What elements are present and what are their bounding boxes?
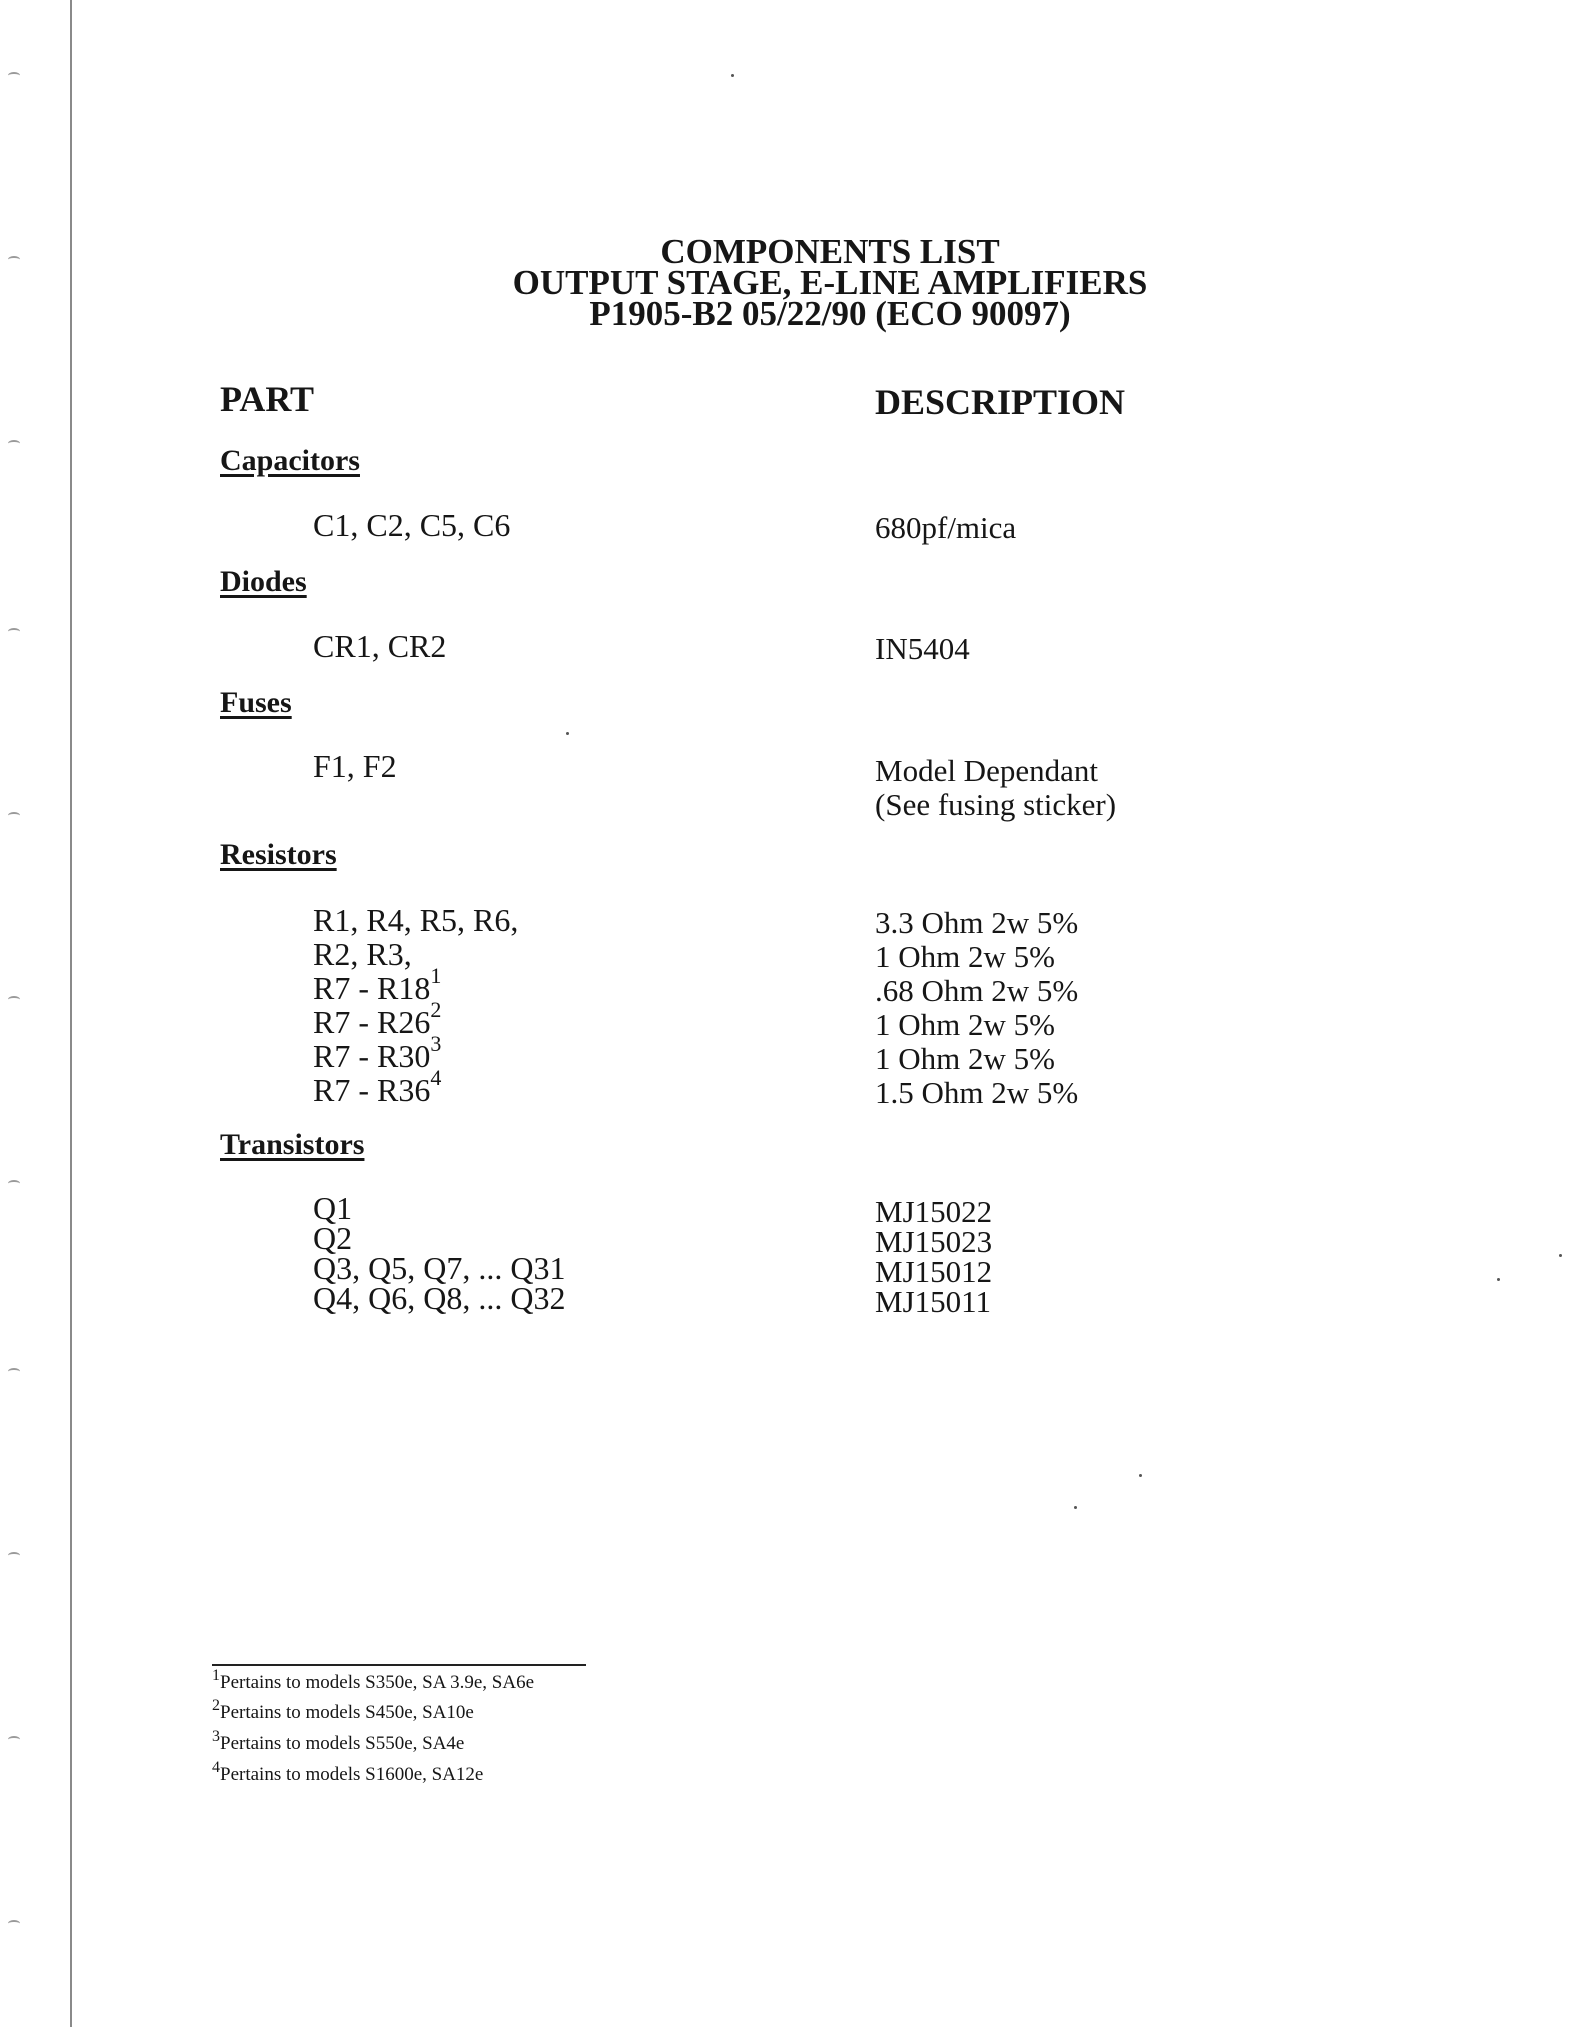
punch-mark — [8, 1920, 20, 1927]
footnote-divider — [212, 1664, 586, 1666]
footnote-text: Pertains to models S450e, SA10e — [220, 1702, 474, 1723]
title-line-3: P1905-B2 05/22/90 (ECO 90097) — [589, 294, 1071, 333]
description-line: Model Dependant — [875, 753, 1098, 788]
footnote-text: Pertains to models S550e, SA4e — [220, 1733, 465, 1754]
punch-mark — [8, 72, 20, 79]
footnote — [212, 1728, 465, 1755]
title-line-2: OUTPUT STAGE, E-LINE AMPLIFIERS — [512, 263, 1148, 302]
description-entry: MJ15023 — [875, 1224, 993, 1259]
part-entry: Q3, Q5, Q7, ... Q31 — [313, 1250, 566, 1286]
scan-speck — [1559, 1254, 1562, 1257]
part-entry — [313, 903, 518, 937]
part-text: R7 - R18 — [313, 970, 431, 1006]
description-entry: .68 Ohm 2w 5% — [875, 973, 1079, 1008]
part-column-header: PART — [220, 379, 315, 419]
section-heading-fuses: Fuses — [220, 686, 292, 719]
punch-mark — [8, 628, 20, 635]
punch-mark — [8, 256, 20, 263]
footnote-marker: 2 — [430, 997, 442, 1023]
scan-speck — [731, 74, 734, 77]
description-column-header: DESCRIPTION — [875, 382, 1126, 422]
part-text: R2, R3, — [313, 936, 412, 972]
description-entry: IN5404 — [875, 631, 970, 666]
part-entry — [313, 963, 518, 1006]
part-entry: F1, F2 — [313, 748, 397, 784]
part-text: R7 - R36 — [313, 1072, 431, 1108]
punch-mark — [8, 996, 20, 1003]
punch-mark — [8, 1368, 20, 1375]
punch-mark — [8, 1552, 20, 1559]
description-entry: 1 Ohm 2w 5% — [875, 1007, 1055, 1042]
punch-mark — [8, 440, 20, 447]
description-entry: 3.3 Ohm 2w 5% — [875, 905, 1079, 940]
part-entry — [313, 1031, 518, 1074]
footnote-marker: 4 — [430, 1065, 442, 1091]
part-entry: CR1, CR2 — [313, 628, 447, 664]
scan-speck — [1074, 1506, 1077, 1509]
footnote-number: 2 — [212, 1697, 220, 1714]
section-heading-transistors: Transistors — [220, 1128, 365, 1161]
footnote-marker: 3 — [430, 1031, 442, 1057]
footnote-number: 1 — [212, 1667, 220, 1684]
footnote — [212, 1759, 484, 1786]
scan-speck — [1139, 1474, 1142, 1477]
scan-speck — [566, 732, 569, 735]
part-text: R1, R4, R5, R6, — [313, 902, 519, 938]
section-heading-capacitors: Capacitors — [220, 444, 360, 477]
section-heading-resistors: Resistors — [220, 838, 337, 871]
resistor-description-list — [875, 906, 1078, 1110]
part-entry — [313, 997, 518, 1040]
transistor-description-list — [875, 1194, 993, 1319]
description-line: (See fusing sticker) — [875, 787, 1117, 822]
title-line-1: COMPONENTS LIST — [660, 232, 1000, 271]
description-entry: MJ15022 — [875, 1194, 993, 1229]
scan-speck — [1497, 1278, 1500, 1281]
punch-mark — [8, 1180, 20, 1187]
punch-mark — [8, 812, 20, 819]
footnote — [212, 1667, 535, 1694]
footnote-text: Pertains to models S1600e, SA12e — [220, 1764, 484, 1785]
document-title — [430, 232, 1230, 333]
punch-mark — [8, 1736, 20, 1743]
description-entry: 1 Ohm 2w 5% — [875, 939, 1055, 974]
description-entry: 680pf/mica — [875, 510, 1017, 545]
footnote-text: Pertains to models S350e, SA 3.9e, SA6e — [220, 1672, 535, 1693]
description-entry: 1.5 Ohm 2w 5% — [875, 1075, 1079, 1110]
part-entry: Q1 — [313, 1190, 353, 1226]
section-heading-diodes: Diodes — [220, 565, 307, 598]
binder-edge — [70, 0, 72, 2027]
part-entry: Q4, Q6, Q8, ... Q32 — [313, 1280, 566, 1316]
description-entry: MJ15012 — [875, 1254, 993, 1289]
footnote — [212, 1697, 474, 1724]
part-entry — [313, 1065, 518, 1108]
part-text: R7 - R30 — [313, 1038, 431, 1074]
description-entry: 1 Ohm 2w 5% — [875, 1041, 1055, 1076]
part-entry — [313, 937, 518, 971]
resistor-part-list — [313, 903, 518, 1107]
description-entry: MJ15011 — [875, 1284, 991, 1319]
part-entry: C1, C2, C5, C6 — [313, 507, 511, 543]
footnote-number: 3 — [212, 1728, 220, 1745]
transistor-part-list — [313, 1190, 566, 1316]
part-entry: Q2 — [313, 1220, 353, 1256]
footnote-number: 4 — [212, 1759, 220, 1776]
footnote-marker: 1 — [430, 963, 442, 989]
part-text: R7 - R26 — [313, 1004, 431, 1040]
description-entry — [875, 754, 1116, 822]
